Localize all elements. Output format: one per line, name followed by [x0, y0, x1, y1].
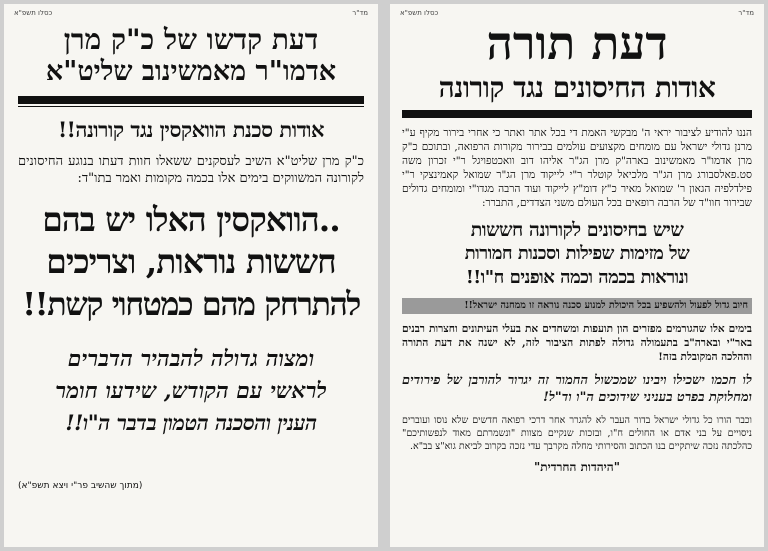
- mitzva-line3: הענין והסכנה הטמון בדבר ה"ו!!: [65, 410, 317, 435]
- mitzva-line1: ומצוה גדולה להבהיר הדברים: [67, 346, 315, 372]
- quote-line3: להתרחק מהם כמטחוי קשת!!: [22, 285, 360, 323]
- right-page: [390, 4, 764, 547]
- quote-line2: חששות נוראות, וצריכים: [46, 242, 336, 281]
- body-text: הננו להודיע לציבור יראי ה' מבקשי האמת די בכל אתר ואתר כי אחרי בירור מקיף ע"י מרנן גדולי ישראל עם מומחים מקצועים עולמים בבירור מקורות הרפואה, ובתוכם כ"ק מרן אדמו"ר מאמשינוב בארה"ק מרן הג"ר אליהו דוב וואכטפויגל ר"י זכרון משה סט.פאלסבורג מרן הג"ר מלכיאל קוטלר ר"י לייקוד מרן הג"ר שמואל קאמינצקי ר"י פילדלפיה הגאון ר' שמואל מאיר כ"ץ דומ"ץ לייקוד ועוד הרבה מגדו"י ומומחים גדולים שבירור חוו"ד של הרבה רופאים בכל העולם משני הצדדים, התברר:: [402, 127, 752, 209]
- headline: אודות סכנת הוואקסין נגד קורונה!!: [57, 117, 325, 142]
- page-title-line2: אדמו"ר מאמשינוב שליט"א: [45, 56, 337, 87]
- running-head-left: כסלו תשפ"א: [14, 9, 53, 17]
- quote-line1: ..הוואקסין האלו יש בהם: [42, 200, 340, 239]
- warning-line1: שיש בחיסונים לקורונה חששות: [470, 219, 684, 241]
- signature: "היהדות החרדית": [534, 460, 620, 474]
- divider-line: [18, 106, 364, 107]
- warning-line2: של מזימות שפילות וסכנות חמורות: [464, 243, 690, 264]
- page-title: דעת קדשו של כ"ק מרן: [63, 23, 319, 56]
- divider-bar: [18, 96, 364, 104]
- obligation-banner: חיוב גדול לפעול ולהשפיע בכל היכולת למנוע סכנה נוראה זו ממחנה ישראל!!: [402, 298, 752, 314]
- page-title: דעת תורה: [486, 16, 668, 70]
- left-page: [4, 4, 378, 547]
- paragraph-2: בימים אלו שהגורמים מפזרים הון תועפות ומשחדים את בעלי העיתונים וחצרות רבנים באר"י ובארה"ב בתעמולה גדולה לפתות הציבור לזה, לא ישנה את דעת התורה וההלכה המקובלת בזה!: [402, 323, 752, 363]
- page-subtitle: אודות החיסונים נגד קורונה: [438, 71, 716, 104]
- mitzva-line2: לראשי עם הקודש, שידעו חומר: [55, 378, 327, 404]
- source-note: (מתוך שהשיב פר"י ויצא תשפ"א): [18, 481, 143, 491]
- running-head-left: כסלו תשפ"א: [400, 9, 439, 17]
- warning-line3: ונוראות בכמה וכמה אופנים ח"ו!!: [465, 267, 689, 288]
- paragraph-4: וכבר הורו כל גדולי ישראל בדור העבר לא להגרר אחר דרכי רפואה חדשים שלא נוסו ועוברים ניסויים על בני אדם או החולים ח"ו, ובזכות שנקיים מצוות "ונשמרתם מאוד לנפשותיכם" כהלכתה נזכה שיתקיים בנו הכתוב והסירותי מחלה מקרבך עדי נזכה בקרוב לביאת גוא"צ בב"א.: [402, 415, 752, 452]
- running-head-right: מד"ר: [738, 9, 754, 17]
- intro-text: כ"ק מרן שליט"א השיב לעסקנים ששאלו חוות דעתו בנוגע החיסונים לקורונה המשווקים בימים אלו בכמה מקומות ואמר בתו"ד:: [18, 154, 364, 186]
- running-head-right: מד"ר: [352, 9, 368, 17]
- paragraph-3: לו חכמו ישכילו ויבינו שמכשול החמור זה יגרור להורבן של פירודים ומחלוקת בפרט בעניני שידוכים ה"ו וד"ל!: [402, 373, 752, 405]
- divider-bar: [402, 110, 752, 118]
